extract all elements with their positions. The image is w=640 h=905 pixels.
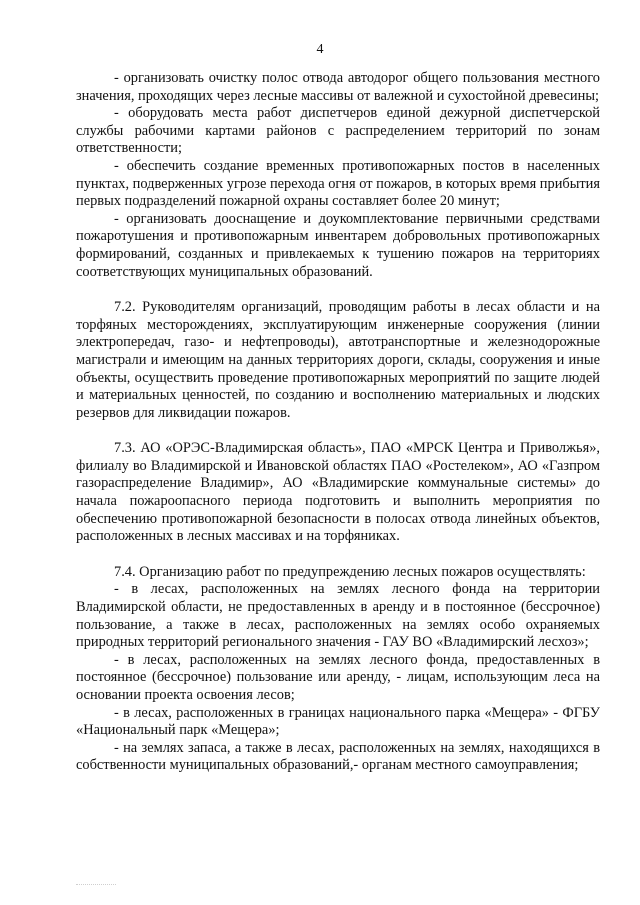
paragraph-clear-road-strips: - организовать очистку полос отвода автодорог общего пользования местного значения, проходящих через лесные массивы от валежной и сухостойной древесины;: [76, 70, 600, 104]
paragraph-dispatcher-maps: - оборудовать места работ диспетчеров единой дежурной диспетчерской службы рабочими картами районов с распределением территорий по зонам ответственности;: [76, 105, 600, 157]
paragraph-reserve-lands: - на землях запаса, а также в лесах, расположенных на землях, находящихся в собственности муниципальных образований,- органам местного самоуправления;: [76, 739, 600, 774]
document-body: [76, 70, 600, 775]
paragraph-7-4: 7.4. Организацию работ по предупреждению лесных пожаров осуществлять:: [114, 563, 586, 580]
page-number: 4: [316, 42, 324, 57]
paragraph-temporary-fire-posts: - обеспечить создание временных противопожарных постов в населенных пунктах, подверженных угрозе перехода огня от пожаров, в которых время прибытия первых подразделений пожарной охраны составляет более 20 минут;: [76, 157, 600, 210]
paragraph-7-3: 7.3. АО «ОРЭС-Владимирская область», ПАО «МРСК Центра и Приволжья», филиалу во Владимирской и Ивановской областях ПАО «Ростелеком», АО «Газпром газораспределение Владимир», АО «Владимирские коммунальные системы» до начала пожароопасного периода подготовить и выполнить мероприятия по обеспечению противопожарной безопасности в полосах отвода линейных объектов, расположенных в лесных массивах и на торфяниках.: [76, 440, 600, 545]
paragraph-forest-fund-not-leased: - в лесах, расположенных на землях лесного фонда на территории Владимирской области, не предоставленных в аренду и в постоянное (бессрочное) пользование, а также в лесах, расположенных на землях особо охраняемых природных территорий регионального значения - ГАУ ВО «Владимирский лесхоз»;: [76, 581, 600, 651]
paragraph-national-park: - в лесах, расположенных в границах национального парка «Мещера» - ФГБУ «Национальный парк «Мещера»;: [76, 704, 600, 739]
paragraph-volunteer-equipment: - организовать дооснащение и доукомплектование первичными средствами пожаротушения и противопожарным инвентарем добровольных противопожарных формирований, созданных и привлекаемых к тушению пожаров на территориях соответствующих муниципальных образований.: [76, 210, 600, 280]
paragraph-7-2: 7.2. Руководителям организаций, проводящим работы в лесах области и на торфяных месторождениях, эксплуатирующим инженерные сооружения (линии электропередач, газо- и нефтепроводы), автотранспортные и железнодорожные магистрали и имеющим на данных территориях дороги, склады, сооружения и иные объекты, осуществить проведение противопожарных мероприятий по защите людей и материальных ценностей, по созданию и восполнению материальных и людских резервов для ликвидации пожаров.: [76, 299, 600, 421]
paragraph-forest-fund-leased: - в лесах, расположенных на землях лесного фонда, предоставленных в постоянное (бессрочное) пользование или аренду, - лицам, использующим леса на основании проекта освоения лесов;: [76, 651, 600, 703]
footer-divider: [76, 884, 116, 886]
